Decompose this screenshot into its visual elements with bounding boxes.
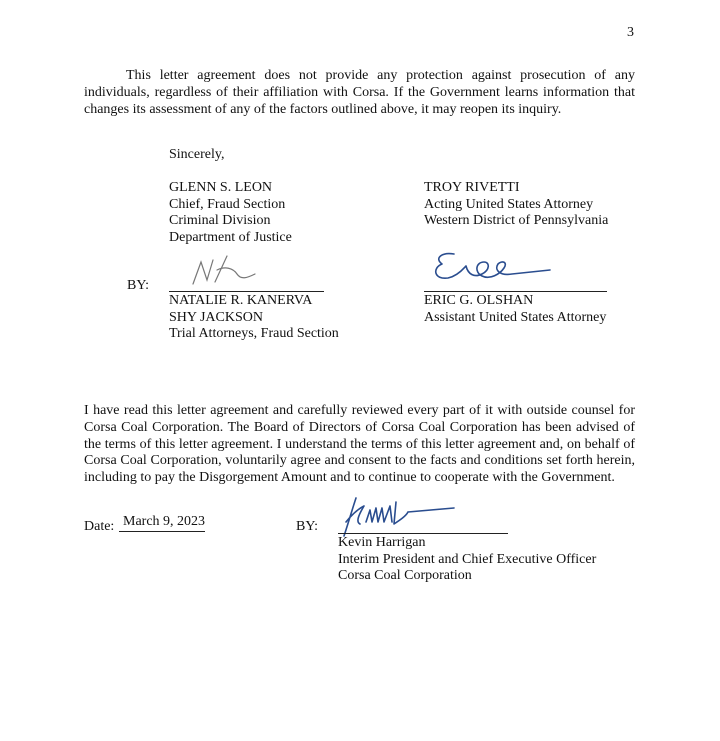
- signature-kanerva: [185, 250, 265, 292]
- by-label: BY:: [127, 278, 150, 293]
- signatory-title: Acting United States Attorney: [424, 196, 594, 212]
- signatory-title: Criminal Division: [169, 213, 271, 228]
- paragraph-acknowledgment: [84, 403, 635, 487]
- signer-name: Kevin Harrigan: [338, 535, 426, 550]
- page-number: 3: [627, 25, 634, 40]
- signer-name: SHY JACKSON: [169, 309, 264, 325]
- signer-company: Corsa Coal Corporation: [338, 568, 472, 583]
- paragraph-line: individuals, regardless of their affiliation with Corsa. If the Government learns information that: [84, 84, 635, 100]
- company-signer-block: [338, 535, 596, 585]
- signer-name: NATALIE R. KANERVA: [169, 293, 313, 308]
- signatory-name: TROY RIVETTI: [424, 180, 520, 195]
- paragraph-disclaimer: [84, 68, 635, 118]
- signatory-title: Department of Justice: [169, 229, 292, 245]
- signature-olshan: [428, 248, 558, 288]
- date-line: [119, 531, 205, 532]
- paragraph-line: the terms of this letter agreement. I understand the terms of this letter agreement and, on behalf of: [84, 436, 635, 452]
- date-value: March 9, 2023: [123, 514, 206, 529]
- signatory-name: GLENN S. LEON: [169, 180, 273, 195]
- paragraph-line: Corsa Coal Corporation, voluntarily agree and consent to the facts and conditions set forth herein,: [84, 453, 635, 469]
- signature-line: [169, 291, 324, 292]
- signature-line: [424, 291, 607, 292]
- signer-role: Trial Attorneys, Fraud Section: [169, 326, 339, 341]
- paragraph-line: This letter agreement does not provide any protection against prosecution of any: [126, 68, 635, 83]
- paragraph-line: including to pay the Disgorgement Amount and to continue to cooperate with the Government.: [84, 470, 615, 486]
- right-signatory-block: [424, 180, 608, 230]
- signature-line: [338, 533, 508, 534]
- left-signers-block: [169, 293, 339, 343]
- signatory-title: Chief, Fraud Section: [169, 196, 286, 212]
- closing-sincerely: Sincerely,: [169, 147, 225, 162]
- paragraph-line: Corsa Coal Corporation. The Board of Directors of Corsa Coal Corporation has been advised of: [84, 419, 635, 435]
- signatory-title: Western District of Pennsylvania: [424, 213, 609, 228]
- signer-name: ERIC G. OLSHAN: [424, 293, 534, 308]
- by-label-company: BY:: [296, 519, 319, 534]
- right-signer-block: [424, 293, 606, 326]
- signer-role: Assistant United States Attorney: [424, 309, 607, 325]
- date-label: Date:: [84, 519, 115, 534]
- signer-title: Interim President and Chief Executive Officer: [338, 551, 597, 567]
- left-signatory-block: [169, 180, 292, 246]
- paragraph-line: I have read this letter agreement and carefully reviewed every part of it with outside counsel for: [84, 403, 635, 418]
- paragraph-line: changes its assessment of any of the factors outlined above, it may reopen its inquiry.: [84, 101, 562, 117]
